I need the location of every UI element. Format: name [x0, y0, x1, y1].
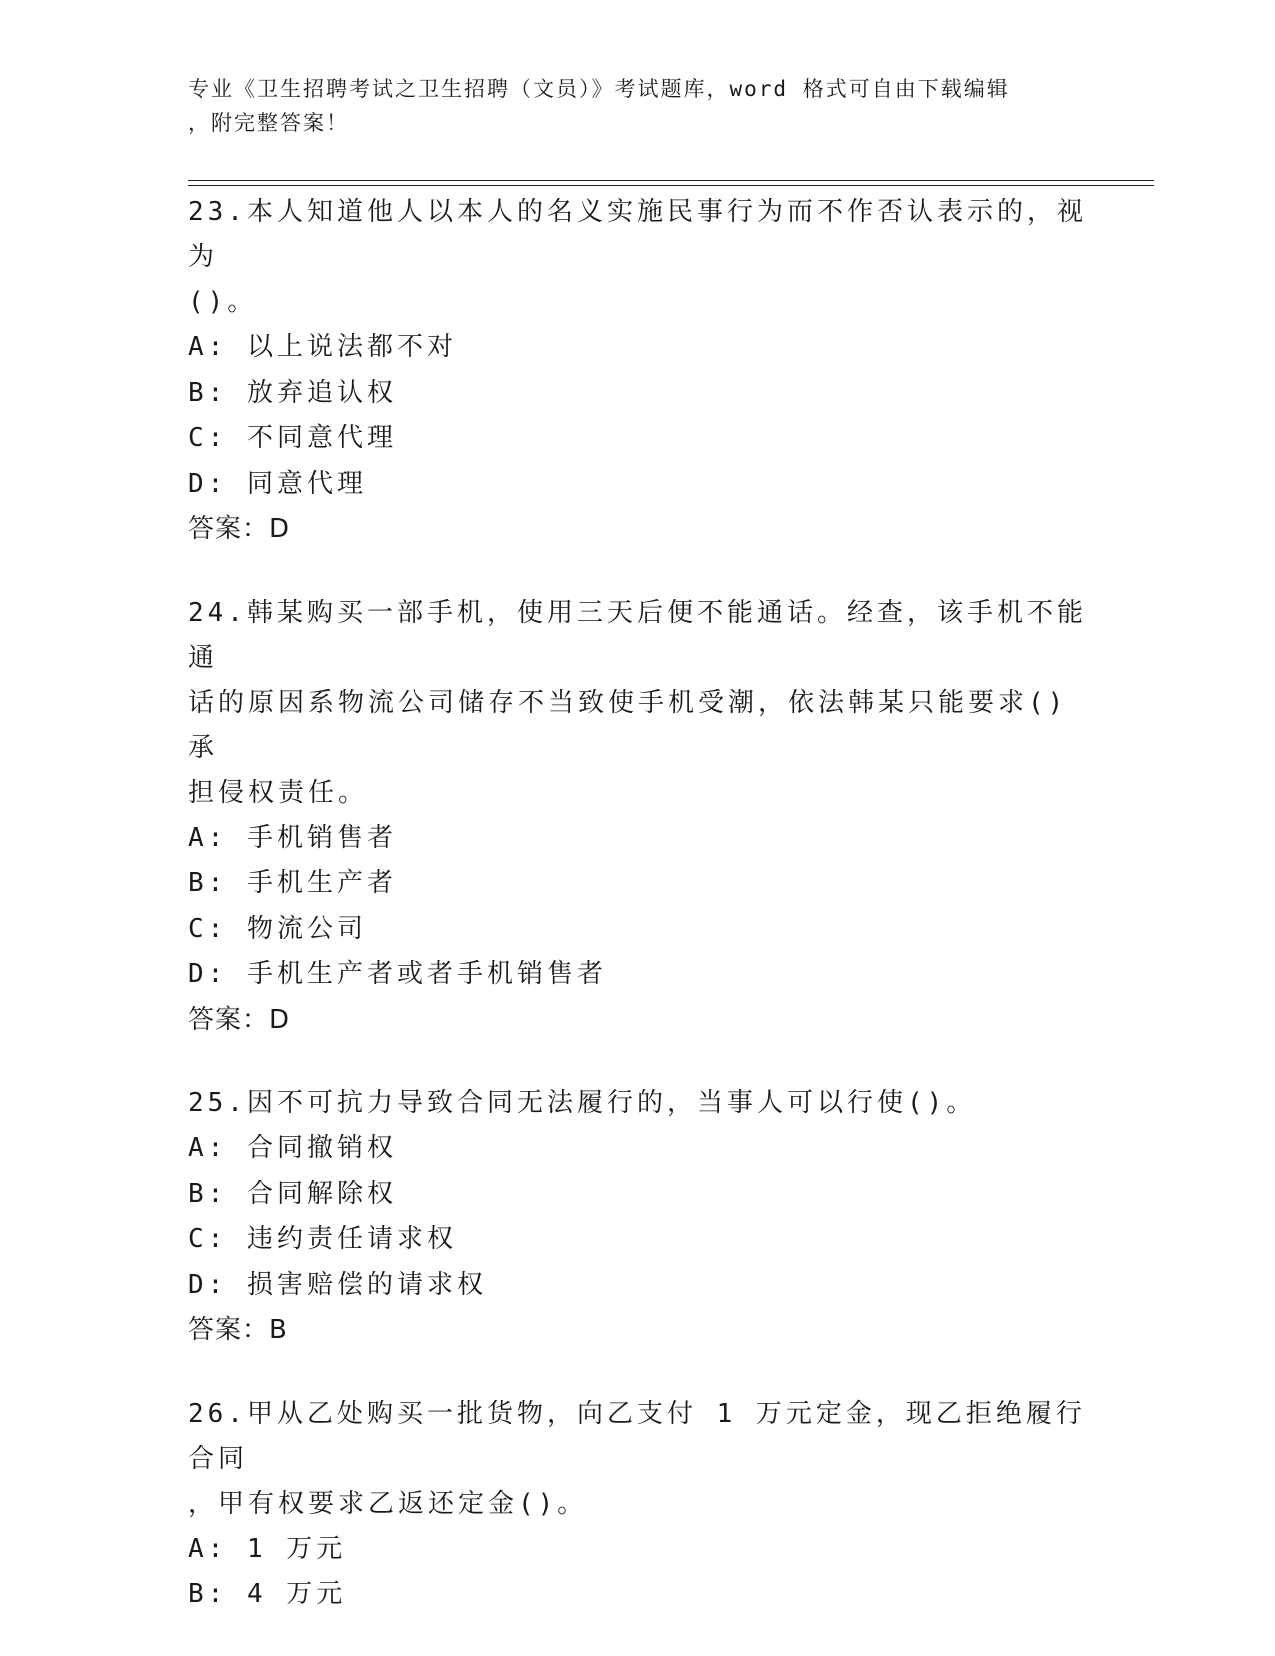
question-stem — [188, 190, 1088, 325]
question-stem — [188, 1392, 1088, 1527]
option-c: C: 不同意代理 — [188, 423, 397, 453]
document-header — [188, 72, 1068, 140]
header-divider-bottom — [188, 185, 1154, 186]
question-stem — [188, 1081, 1088, 1126]
stem-line: 担侵权责任。 — [188, 777, 369, 808]
stem-line: 25.因不可抗力导致合同无法履行的，当事人可以行使()。 — [188, 1088, 977, 1118]
option-d: D: 手机生产者或者手机销售者 — [188, 959, 607, 989]
stem-line: 话的原因系物流公司储存不当致使手机受潮，依法韩某只能要求()承 — [188, 687, 1068, 763]
stem-line: ，甲有权要求乙返还定金()。 — [188, 1488, 588, 1519]
option-a: A: 1 万元 — [188, 1533, 347, 1564]
answer: 答案：D — [188, 1004, 291, 1035]
option-b: B: 放弃追认权 — [188, 377, 397, 408]
answer: 答案：B — [188, 1315, 288, 1345]
question-23 — [188, 190, 1088, 553]
option-b: B: 4 万元 — [188, 1579, 347, 1609]
stem-line: 26.甲从乙处购买一批货物，向乙支付 1 万元定金，现乙拒绝履行合同 — [188, 1398, 1086, 1474]
question-24 — [188, 591, 1088, 1044]
option-b: B: 手机生产者 — [188, 868, 397, 898]
stem-line: 23.本人知道他人以本人的名义实施民事行为而不作否认表示的，视为 — [188, 197, 1087, 272]
header-line-2: ，附完整答案！ — [188, 111, 349, 135]
option-a: A: 手机销售者 — [188, 822, 397, 853]
question-25 — [188, 1081, 1088, 1354]
stem-line: ()。 — [188, 287, 258, 317]
option-d: D: 同意代理 — [188, 468, 367, 499]
option-d: D: 损害赔偿的请求权 — [188, 1269, 487, 1300]
option-c: C: 物流公司 — [188, 913, 367, 944]
header-divider-top — [188, 180, 1154, 181]
option-a: A: 以上说法都不对 — [188, 332, 457, 362]
header-line-1: 专业《卫生招聘考试之卫生招聘（文员）》考试题库，word 格式可自由下载编辑 — [188, 77, 1010, 101]
question-26 — [188, 1392, 1088, 1618]
option-c: C: 违约责任请求权 — [188, 1224, 457, 1254]
option-b: B: 合同解除权 — [188, 1178, 397, 1209]
answer: 答案：D — [188, 514, 291, 544]
option-a: A: 合同撤销权 — [188, 1133, 397, 1163]
question-stem — [188, 591, 1088, 816]
question-list — [188, 190, 1088, 1656]
stem-line: 24.韩某购买一部手机，使用三天后便不能通话。经查，该手机不能通 — [188, 597, 1087, 673]
